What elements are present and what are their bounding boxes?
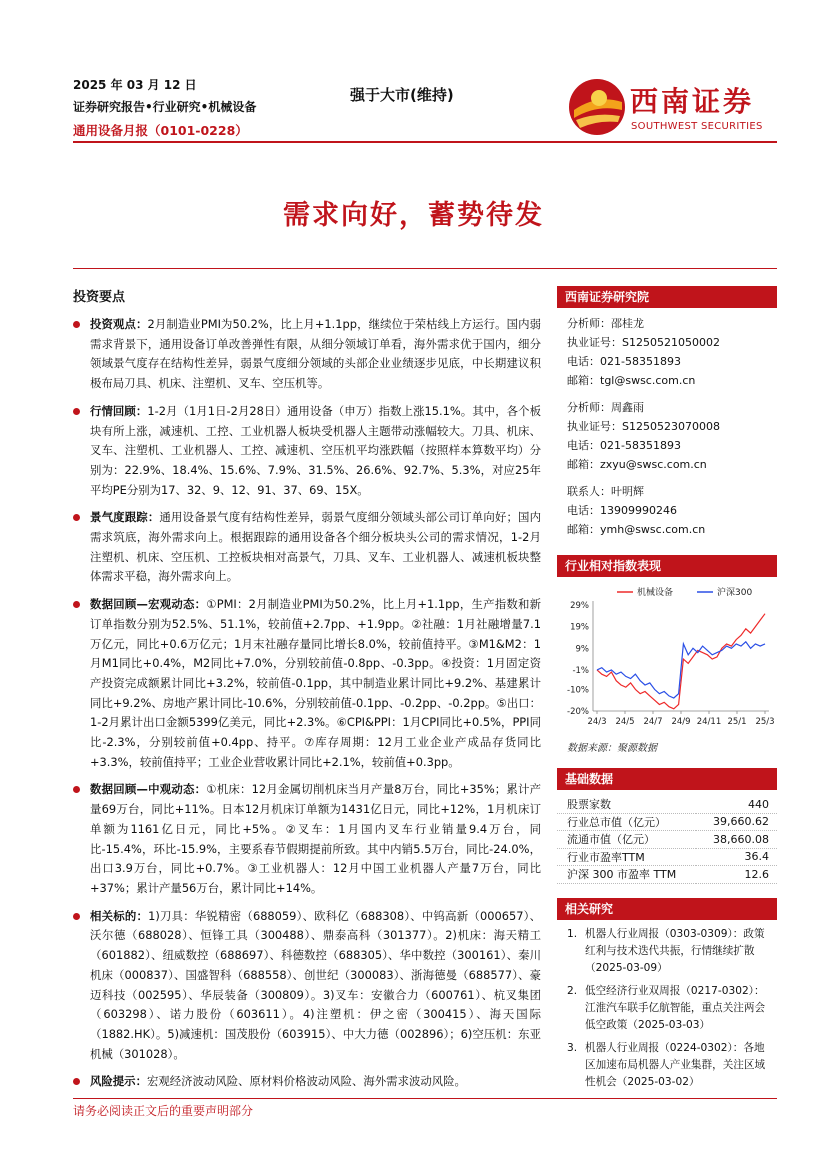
bullet-dot-icon [73,408,80,415]
report-name: 通用设备月报（0101-0228） [73,123,248,138]
analyst-email[interactable]: 邮箱：zxyu@swsc.com.cn [567,458,707,471]
data-row [557,813,777,831]
investment-heading: 投资要点 [73,290,126,305]
investment-bullet [73,780,541,898]
bullet-dot-icon [73,601,80,608]
related-item[interactable] [557,926,777,977]
data-value: 38,660.08 [696,831,777,849]
bullet-label: 相关标的： [90,908,149,923]
relative-index-chart [557,583,777,733]
x-tick-label: 25/1 [727,717,747,727]
contact-email[interactable]: 邮箱：ymh@swsc.com.cn [567,523,706,536]
bullet-text: 2月制造业PMI为50.2%，比上月+1.1pp，继续位于荣枯线上方运行。国内弱需求背景下，通用设备订单改善弹性有限，从细分领域订单看，海外需求优于国内，细分领域景气度存在结构性差异，弱景气度细分领域的头部企业业绩逐步见底，中长期建议积极布局刀具、机床、注塑机、叉车、空压机等。 [90,317,541,391]
bullet-text: ①机床：12月金属切削机床当月产量8万台，同比+35%；累计产量69万台，同比+11%。日本12月机床订单额为1431亿日元，同比+12%，1月机床订单额为1161亿日元，同比+5%。②叉车：1月国内叉车行业销量9.4万台，同比-15.4%，环比-15.9%，主要系春节假期提前所致。其中内销5.5万台，同比-24.0%，出口3.9万台，同比+0.7%。③工业机器人：12月中国工业机器人产量7万台，同比+37%；累计产量56万台，累计同比+14%。 [90,782,541,895]
x-tick-label: 24/11 [696,717,722,727]
data-row [557,848,777,866]
related-num: 3. [567,1041,578,1054]
y-tick-label: 9% [575,644,589,655]
related-text: 机器人行业周报（0224-0302）：各地区加速布局机器人产业集群，关注区域性机会（2025-03-02） [585,1041,766,1088]
data-value: 39,660.62 [696,813,777,831]
analyst-name: 分析师：邵桂龙 [567,317,644,330]
report-type: 证券研究报告•行业研究•机械设备 [73,100,257,114]
logo-text-en: SOUTHWEST SECURITIES [631,121,763,132]
bullet-dot-icon [73,514,80,521]
bullet-dot-icon [73,913,80,920]
x-tick-label: 24/5 [615,717,635,727]
y-tick-label: 19% [570,622,589,633]
y-tick-label: -1% [572,665,589,676]
chart-source: 数据来源：聚源数据 [567,743,657,754]
title-divider [73,268,777,269]
header-divider [73,141,777,143]
x-tick-label: 24/9 [671,717,691,727]
footer-disclaimer: 请务必阅读正文后的重要声明部分 [73,1104,254,1118]
logo-emblem-icon [566,76,628,138]
legend-label: 沪深300 [717,588,753,598]
x-tick-label: 25/3 [755,717,775,727]
investment-bullet [73,508,541,587]
bullet-label: 投资观点： [90,317,148,331]
data-row [557,866,777,884]
y-tick-label: -20% [567,707,589,717]
related-text: 低空经济行业双周报（0217-0302）：江淮汽车联手亿航智能，重点关注两会低空政策（2025-03-03） [585,984,766,1031]
investment-bullet [73,907,541,1065]
bullet-label: 行情回顾： [90,403,148,418]
series-line [597,642,765,698]
bullet-text: 通用设备景气度有结构性差异，弱景气度细分领域头部公司订单向好；国内需求筑底，海外需求向上。根据跟踪的通用设备各个细分板块头公司的需求情况，1-2月注塑机、机床、空压机、工控板块相对高景气，刀具、叉车、工业机器人、减速机板块整体需求平稳，海外需求向上。 [90,510,541,584]
analyst-phone: 电话：021-58351893 [567,355,681,368]
data-label: 沪深 300 市盈率 TTM [557,866,696,884]
analyst-heading: 西南证券研究院 [557,286,777,308]
analyst-cert: 执业证号：S1250523070008 [567,420,720,433]
related-research-list [557,926,777,1091]
bullet-text: ①PMI：2月制造业PMI为50.2%，比上月+1.1pp，生产指数和新订单指数分别为52.5%、51.1%，较前值+2.7pp、+1.9pp。②社融：1月社融增量7.1万亿元，同比+0.6万亿元；1月末社融存量同比增长8.0%，较前值持平。③M1&M2：1月M1同比+0.4%，M2同比+7.0%，分别较前值-0.8pp、-0.3pp。④投资：1月固定资产投资完成额累计同比+3.2%，较前值-0.1pp，其中制造业累计同比+9.2%、基建累计同比+9.2%、房地产累计同比-10.6%，分别较前值-0.1pp、-0.2pp、-0.2pp。⑤出口：1-2月累计出口金额5399亿美元，同比+2.3%。⑥CPI&PPI：1月CPI同比+0.5%，PPI同比-2.3%，分别较前值+0.4pp、持平。⑦库存周期：12月工业企业产成品存货同比+3.3%，较前值持平；工业企业营收累计同比+2.1%，较前值+0.3pp。 [90,597,541,769]
bullet-label: 数据回顾—中观动态： [90,782,207,797]
legend-label: 机械设备 [637,588,674,598]
data-value: 36.4 [696,848,777,866]
bullet-label: 数据回顾—宏观动态： [90,597,207,612]
bullet-text: 宏观经济波动风险、原材料价格波动风险、海外需求波动风险。 [146,1074,466,1089]
data-label: 行业市盈率TTM [557,848,696,866]
industry-rating: 强于大市(维持) [350,86,454,104]
related-heading: 相关研究 [557,898,777,920]
investment-bullet [73,1072,541,1092]
data-row [557,831,777,849]
main-title: 需求向好，蓄势待发 [283,200,544,231]
bullet-text: 1-2月（1月1日-2月28日）通用设备（申万）指数上涨15.1%。其中，各个板块有所上涨，减速机、工控、工业机器人板块受机器人主题带动涨幅较大。刀具、机床、叉车、注塑机、工业机器人、工控、减速机、空压机平均涨跌幅（按照样本算数平均）分别为：22.9%、18.4%、15.6%、7.9%、31.5%、26.6%、92.7%、5.3%，对应25年平均PE分别为17、32、9、12、91、37、69、15X。 [90,403,541,497]
footer-divider [73,1098,777,1099]
sidebar [557,286,777,1097]
logo-text-cn: 西南证券 [630,85,755,118]
analyst-phone: 电话：021-58351893 [567,439,681,452]
index-perf-heading: 行业相对指数表现 [557,555,777,577]
bullet-dot-icon [73,1078,80,1085]
related-text: 机器人行业周报（0303-0309）：政策红利与技术迭代共振，行情继续扩散（2025-03-09） [585,927,765,974]
y-tick-label: -10% [567,685,589,696]
data-value: 12.6 [696,866,777,884]
bullet-label: 景气度跟踪： [90,510,160,525]
contact-phone: 电话：13909990246 [567,504,677,517]
related-num: 1. [567,927,578,940]
analyst-cert: 执业证号：S1250521050002 [567,336,720,349]
contact-person [557,482,777,539]
related-num: 2. [567,984,578,997]
index-chart [557,583,777,737]
investment-bullet [73,402,541,501]
bullet-label: 风险提示： [90,1074,147,1089]
data-label: 流通市值（亿元） [557,831,696,849]
series-line [597,614,765,709]
analyst-2 [557,398,777,474]
x-tick-label: 24/7 [643,717,663,727]
x-tick-label: 24/3 [587,717,607,727]
bullet-dot-icon [73,786,80,793]
analyst-name: 分析师：周鑫雨 [567,401,644,414]
investment-bullet [73,315,541,394]
analyst-1 [557,314,777,390]
bullet-dot-icon [73,321,80,328]
investment-bullets [73,315,541,1092]
investment-section [73,286,541,1100]
basic-data-table [557,796,777,884]
data-value: 440 [696,796,777,813]
analyst-email[interactable]: 邮箱：tgl@swsc.com.cn [567,374,696,387]
bullet-text: 1)刀具：华锐精密（688059）、欧科亿（688308）、中钨高新（000657）、沃尔德（688028）、恒锋工具（300488）、鼎泰高科（301377）。2)机床：海天精工（601882）、纽威数控（688697）、科德数控（688305）、华中数控（300161）、秦川机床（000837）、国盛智科（688558）、创世纪（300083）、浙海德曼（688577）、豪迈科技（002595）、华辰装备（300809）。3)叉车：安徽合力（600761）、杭叉集团（603298）、诺力股份（603611）。4)注塑机：伊之密（300415）、海天国际（1882.HK）。5)减速机：国茂股份（603915）、中大力德（002896）；6)空压机：东亚机械（301028）。 [90,908,541,1061]
y-tick-label: 29% [570,601,589,611]
related-item[interactable] [557,1040,777,1091]
report-date: 2025 年 03 月 12 日 [73,78,197,92]
data-label: 行业总市值（亿元） [557,813,696,831]
data-row [557,796,777,813]
basic-data-heading: 基础数据 [557,768,777,790]
related-item[interactable] [557,983,777,1034]
data-label: 股票家数 [557,796,696,813]
contact-name: 联系人：叶明辉 [567,485,644,498]
investment-bullet [73,595,541,772]
